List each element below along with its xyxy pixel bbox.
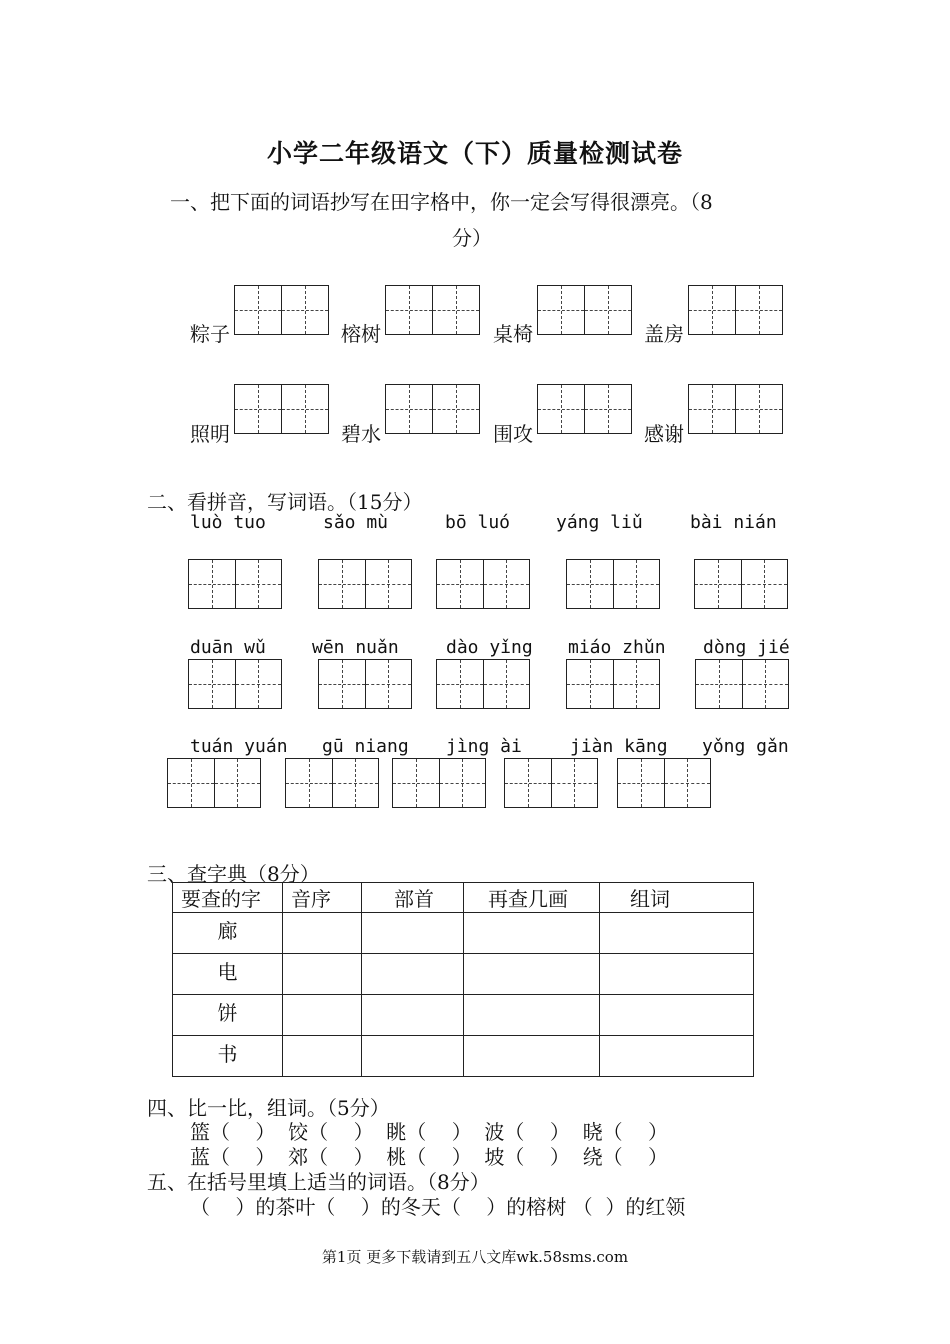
answer-cell[interactable] — [362, 995, 464, 1036]
table-row — [173, 995, 754, 1036]
lookup-char: 书 — [173, 1036, 283, 1077]
writing-grid[interactable] — [436, 559, 530, 609]
writing-grid[interactable] — [688, 384, 783, 434]
pinyin-label: tuán yuán — [190, 736, 288, 757]
table-row — [173, 954, 754, 995]
writing-grid[interactable] — [234, 384, 329, 434]
lookup-char: 电 — [173, 954, 283, 995]
writing-grid[interactable] — [234, 285, 329, 335]
writing-grid[interactable] — [566, 659, 660, 709]
writing-grid[interactable] — [617, 758, 711, 808]
answer-cell[interactable] — [283, 954, 362, 995]
writing-grid[interactable] — [694, 559, 788, 609]
pinyin-label: duān wǔ — [190, 637, 266, 658]
section2-heading: 二、看拼音，写词语。（15分） — [147, 490, 423, 514]
table-header-row — [173, 883, 754, 913]
pinyin-label: dòng jié — [703, 637, 790, 658]
writing-grid[interactable] — [504, 758, 598, 808]
writing-grid[interactable] — [318, 659, 412, 709]
answer-cell[interactable] — [362, 1036, 464, 1077]
writing-grid[interactable] — [695, 659, 789, 709]
pinyin-label: miáo zhǔn — [568, 637, 666, 658]
answer-cell[interactable] — [362, 913, 464, 954]
table-row — [173, 913, 754, 954]
column-header: 组词 — [600, 883, 754, 913]
answer-cell[interactable] — [283, 1036, 362, 1077]
answer-cell[interactable] — [600, 995, 754, 1036]
answer-cell[interactable] — [464, 1036, 600, 1077]
pinyin-label: wēn nuǎn — [312, 637, 399, 658]
word-label: 感谢 — [644, 422, 684, 446]
pinyin-label: yáng liǔ — [556, 512, 643, 533]
section3-heading: 三、查字典（8分） — [147, 862, 320, 886]
pinyin-label: dào yǐng — [446, 637, 533, 658]
word-label: 照明 — [190, 422, 230, 446]
writing-grid[interactable] — [392, 758, 486, 808]
answer-cell[interactable] — [464, 995, 600, 1036]
pinyin-label: jìng ài — [446, 736, 522, 757]
lookup-char: 饼 — [173, 995, 283, 1036]
word-label: 碧水 — [341, 422, 381, 446]
dictionary-table — [172, 882, 754, 1077]
word-label: 桌椅 — [493, 322, 533, 346]
answer-cell[interactable] — [600, 913, 754, 954]
answer-cell[interactable] — [283, 913, 362, 954]
answer-cell[interactable] — [600, 954, 754, 995]
column-header: 音序 — [283, 883, 362, 913]
lookup-char: 廊 — [173, 913, 283, 954]
writing-grid[interactable] — [385, 384, 480, 434]
section5-heading: 五、在括号里填上适当的词语。（8分） — [147, 1170, 490, 1194]
pinyin-label: bō luó — [445, 512, 511, 533]
word-label: 粽子 — [190, 322, 230, 346]
section1-heading-cont: 分） — [452, 226, 492, 250]
column-header: 部首 — [362, 883, 464, 913]
section4-heading: 四、比一比，组词。（5分） — [147, 1096, 390, 1120]
page-title: 小学二年级语文（下）质量检测试卷 — [266, 139, 683, 168]
word-label: 盖房 — [644, 322, 684, 346]
page-footer: 第1页 更多下载请到五八文库wk.58sms.com — [321, 1248, 629, 1266]
pinyin-label: sǎo mù — [323, 512, 389, 533]
compare-row[interactable]: 蓝（ ） 郊（ ） 桃（ ） 坡（ ） 绕（ ） — [190, 1145, 669, 1169]
pinyin-label: bài nián — [690, 512, 777, 533]
answer-cell[interactable] — [600, 1036, 754, 1077]
writing-grid[interactable] — [188, 559, 282, 609]
writing-grid[interactable] — [436, 659, 530, 709]
writing-grid[interactable] — [385, 285, 480, 335]
answer-cell[interactable] — [283, 995, 362, 1036]
writing-grid[interactable] — [188, 659, 282, 709]
writing-grid[interactable] — [285, 758, 379, 808]
pinyin-label: yǒng gǎn — [702, 736, 789, 757]
writing-grid[interactable] — [167, 758, 261, 808]
pinyin-label: jiàn kāng — [570, 736, 668, 757]
word-label: 围攻 — [493, 422, 533, 446]
writing-grid[interactable] — [537, 384, 632, 434]
table-row — [173, 1036, 754, 1077]
word-label: 榕树 — [341, 322, 381, 346]
compare-row[interactable]: 篮（ ） 饺（ ） 眺（ ） 波（ ） 晓（ ） — [190, 1120, 669, 1144]
column-header: 再查几画 — [464, 883, 600, 913]
writing-grid[interactable] — [537, 285, 632, 335]
fill-in-row[interactable]: （ ）的茶叶（ ）的冬天（ ）的榕树 （ ）的红领 — [190, 1195, 686, 1219]
pinyin-label: gū niang — [322, 736, 409, 757]
answer-cell[interactable] — [362, 954, 464, 995]
answer-cell[interactable] — [464, 913, 600, 954]
column-header: 要查的字 — [173, 883, 283, 913]
writing-grid[interactable] — [566, 559, 660, 609]
answer-cell[interactable] — [464, 954, 600, 995]
section1-heading: 一、把下面的词语抄写在田字格中，你一定会写得很漂亮。（8 — [170, 190, 713, 214]
pinyin-label: luò tuo — [190, 512, 266, 533]
writing-grid[interactable] — [688, 285, 783, 335]
writing-grid[interactable] — [318, 559, 412, 609]
